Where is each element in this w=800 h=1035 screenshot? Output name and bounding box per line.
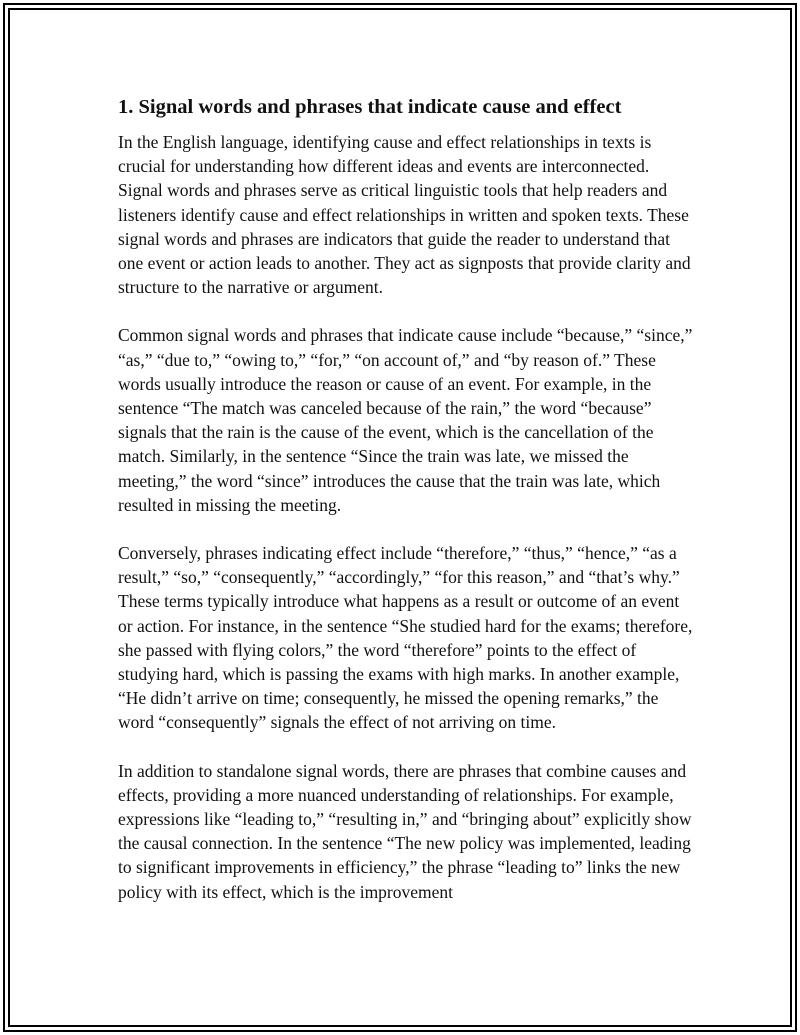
paragraph-intro: In the English language, identifying cause and effect relationships in texts is crucial for understanding how different ideas and events are interconnected. Signal words and phrases serve as critical linguistic tools that help readers and listeners identify cause and effect relationships in written and spoken texts. These signal words and phrases are indicators that guide the reader to understand that one event or action leads to another. They act as signposts that provide clarity and structure to the narrative or argument.	[118, 132, 691, 298]
paragraph-effect-words: Conversely, phrases indicating effect include “therefore,” “thus,” “hence,” “as a result,” “so,” “consequently,” “accordingly,” “for this reason,” and “that’s why.” These terms typically introduce what happens as a result or outcome of an event or action. For instance, in the sentence “She studied hard for the exams; therefore, she passed with flying colors,” the word “therefore” points to the effect of studying hard, which is passing the exams with high marks. In another example, “He didn’t arrive on time; consequently, he missed the opening remarks,” the word “consequently” signals the effect of not arriving on time.	[118, 543, 693, 733]
document-body	[118, 94, 693, 928]
paragraph-combined-phrases: In addition to standalone signal words, there are phrases that combine causes and effects, providing a more nuanced understanding of relationships. For example, expressions like “leading to,” “resulting in,” and “bringing about” explicitly show the causal connection. In the sentence “The new policy was implemented, leading to significant improvements in efficiency,” the phrase “leading to” links the new policy with its effect, which is the improvement	[118, 760, 692, 902]
section-heading: 1. Signal words and phrases that indicate cause and effect	[118, 96, 622, 118]
paragraph-cause-words: Common signal words and phrases that indicate cause include “because,” “since,” “as,” “due to,” “owing to,” “for,” “on account of,” and “by reason of.” These words usually introduce the reason or cause of an event. For example, in the sentence “The match was canceled because of the rain,” the word “because” signals that the rain is the cause of the event, which is the cancellation of the match. Similarly, in the sentence “Since the train was late, we missed the meeting,” the word “since” introduces the cause that the train was late, which resulted in missing the meeting.	[118, 325, 693, 515]
